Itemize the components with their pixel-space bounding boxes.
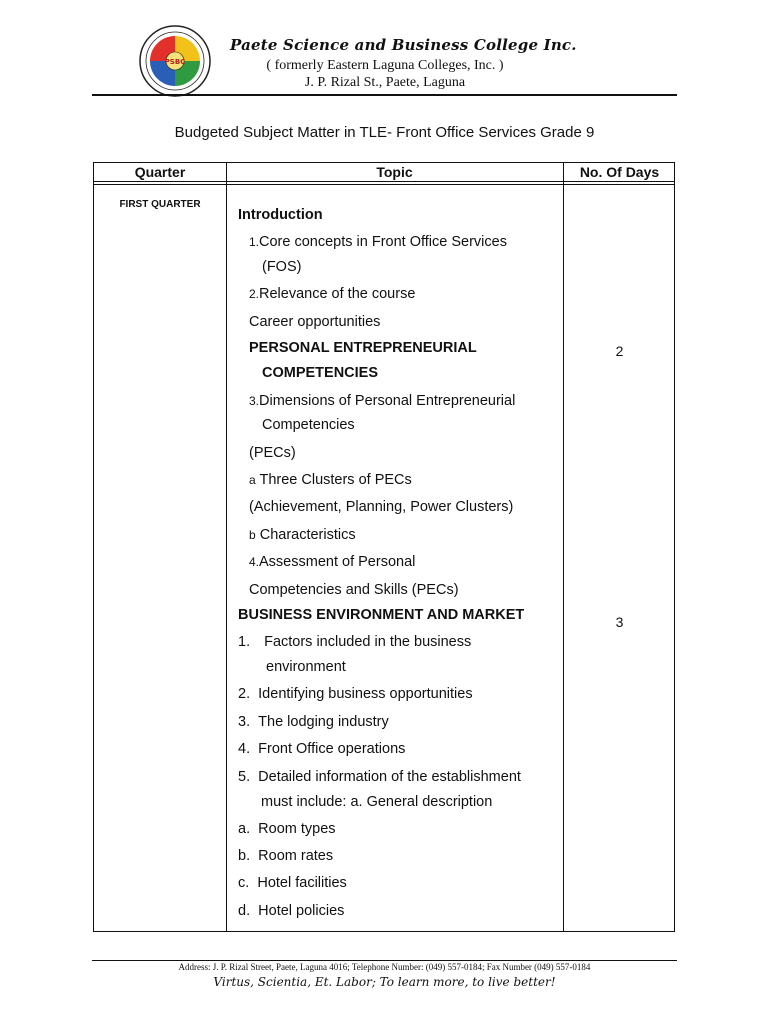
quarter-label: FIRST QUARTER <box>119 199 201 210</box>
school-address: J. P. Rizal St., Paete, Laguna <box>304 75 466 90</box>
document-title: Budgeted Subject Matter in TLE- Front Office Services Grade 9 <box>174 124 595 141</box>
header-quarter: Quarter <box>134 164 186 180</box>
list-item: (Achievement, Planning, Power Clusters) <box>249 499 514 515</box>
header-days: No. Of Days <box>579 164 660 180</box>
list-item: d. Hotel policies <box>238 903 345 919</box>
days-value: 2 <box>615 343 624 359</box>
header-row-divider <box>94 184 674 185</box>
budget-table <box>93 162 675 932</box>
header-divider <box>92 94 677 96</box>
list-item: 5. Detailed information of the establishment <box>238 769 521 785</box>
list-item: b. Room rates <box>238 848 334 864</box>
list-item: 3. The lodging industry <box>238 714 389 730</box>
list-item: BUSINESS ENVIRONMENT AND MARKET <box>238 607 525 623</box>
list-item: COMPETENCIES <box>262 365 379 381</box>
former-name: ( formerly Eastern Laguna Colleges, Inc. ) <box>266 58 504 73</box>
footer-divider <box>92 960 677 961</box>
list-item: Competencies and Skills (PECs) <box>249 582 459 598</box>
logo-text: PSBC <box>164 58 186 66</box>
column-divider <box>563 163 564 931</box>
list-item: Competencies <box>262 417 355 433</box>
list-item: PERSONAL ENTREPRENEURIAL <box>249 340 477 356</box>
footer-address: Address: J. P. Rizal Street, Paete, Laguna 4016; Telephone Number: (049) 557-0184; Fax Number (049) 557-0184 <box>178 962 591 972</box>
list-item: environment <box>266 659 346 675</box>
list-item: 1.Core concepts in Front Office Services <box>249 234 507 250</box>
list-item: c. Hotel facilities <box>238 875 347 891</box>
list-item: Career opportunities <box>249 314 381 330</box>
list-item: Introduction <box>238 207 323 223</box>
list-item: a Three Clusters of PECs <box>249 472 412 488</box>
list-item: (PECs) <box>249 445 296 461</box>
header-topic: Topic <box>376 164 413 180</box>
days-value: 3 <box>615 614 624 630</box>
school-name: Paete Science and Business College Inc. <box>230 36 577 54</box>
school-motto: Virtus, Scientia, Et. Labor; To learn more, to live better! <box>213 975 556 989</box>
column-divider <box>226 163 227 931</box>
list-item: must include: a. General description <box>261 794 493 810</box>
list-item: 4. Front Office operations <box>238 741 406 757</box>
list-item: b Characteristics <box>249 527 356 543</box>
list-item: 2. Identifying business opportunities <box>238 686 473 702</box>
header-row-divider <box>94 181 674 182</box>
list-item: (FOS) <box>262 259 302 275</box>
list-item: a. Room types <box>238 821 336 837</box>
list-item: 1. Factors included in the business <box>238 634 472 650</box>
list-item: 4.Assessment of Personal <box>249 554 416 570</box>
list-item: 3.Dimensions of Personal Entrepreneurial <box>249 393 516 409</box>
list-item: 2.Relevance of the course <box>249 286 416 302</box>
